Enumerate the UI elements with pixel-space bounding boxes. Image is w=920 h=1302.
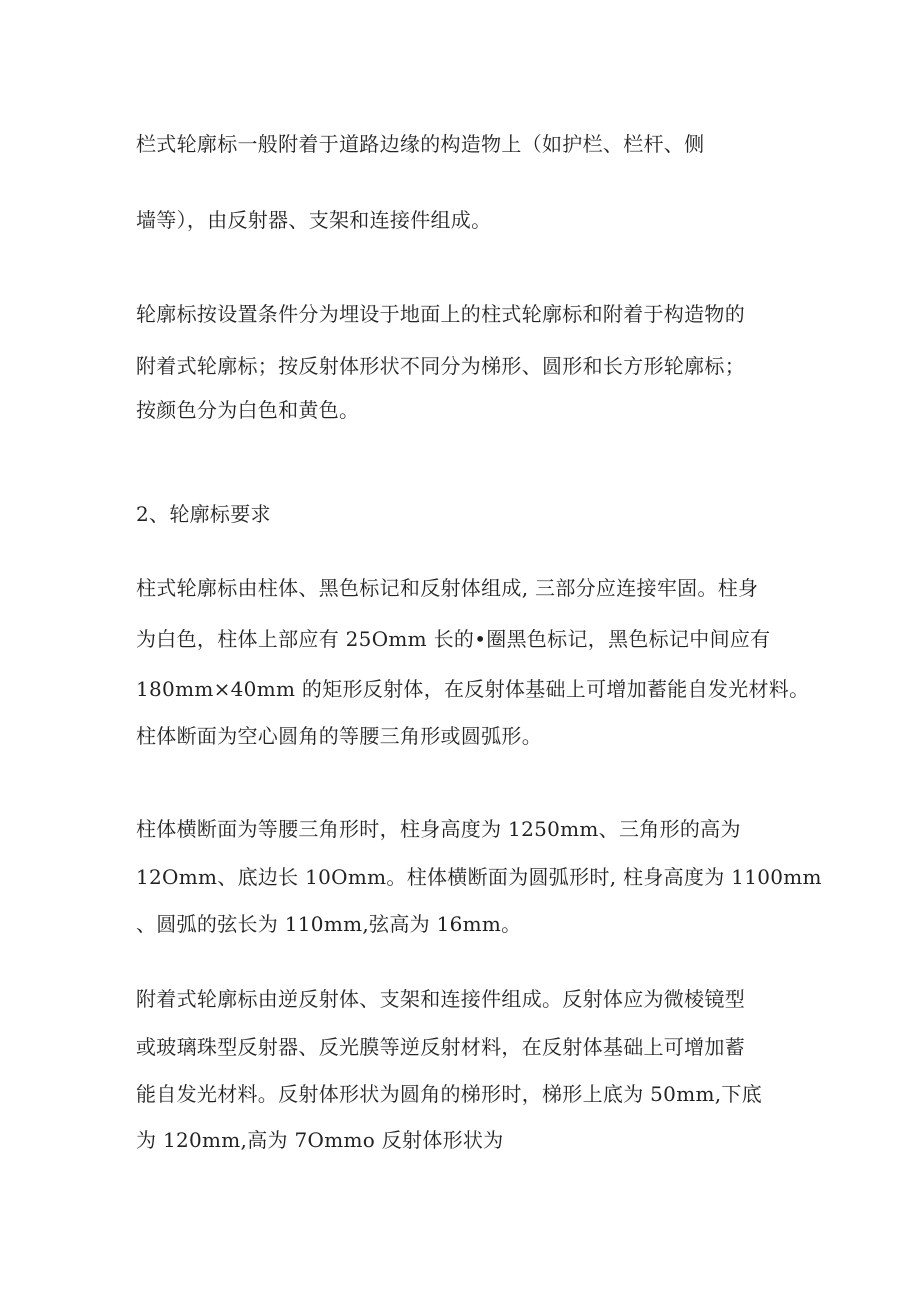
paragraph-4-line-4: 柱体断面为空心圆角的等腰三角形或圆弧形。 [136,724,542,748]
paragraph-4-line-3: 180mm×40mm 的矩形反射体，在反射体基础上可增加蓄能自发光材料。 [136,677,810,701]
paragraph-6-line-1: 附着式轮廓标由逆反射体、支架和连接件组成。反射体应为微棱镜型 [136,987,745,1011]
paragraph-1-line-2: 墙等），由反射器、支架和连接件组成。 [136,208,492,232]
paragraph-2-line-3: 按颜色分为白色和黄色。 [136,398,360,422]
paragraph-2-line-2: 附着式轮廓标；按反射体形状不同分为梯形、圆形和长方形轮廓标； [136,354,745,378]
paragraph-2-line-1: 轮廓标按设置条件分为埋设于地面上的柱式轮廓标和附着于构造物的 [136,302,745,326]
paragraph-5-line-1: 柱体横断面为等腰三角形时，柱身高度为 1250mm、三角形的高为 [136,817,741,841]
paragraph-5-line-3: 、圆弧的弦长为 110mm,弦高为 16mm。 [136,912,522,936]
paragraph-6-line-4: 为 120mm,高为 7Ommo 反射体形状为 [136,1128,504,1152]
paragraph-6-line-3: 能自发光材料。反射体形状为圆角的梯形时，梯形上底为 50mm,下底 [136,1082,762,1106]
section-heading: 2、轮廓标要求 [136,502,271,526]
paragraph-5-line-2: 12Omm、底边长 10Omm。柱体横断面为圆弧形时, 柱身高度为 1100mm [136,865,822,889]
paragraph-4-line-2: 为白色，柱体上部应有 25Omm 长的•圈黑色标记，黑色标记中间应有 [136,627,771,651]
paragraph-4-line-1: 柱式轮廓标由柱体、黑色标记和反射体组成, 三部分应连接牢固。柱身 [136,576,759,600]
paragraph-6-line-2: 或玻璃珠型反射器、反光膜等逆反射材料，在反射体基础上可增加蓄 [136,1035,745,1059]
paragraph-1-line-1: 栏式轮廓标一般附着于道路边缘的构造物上（如护栏、栏杆、侧 [136,132,705,156]
